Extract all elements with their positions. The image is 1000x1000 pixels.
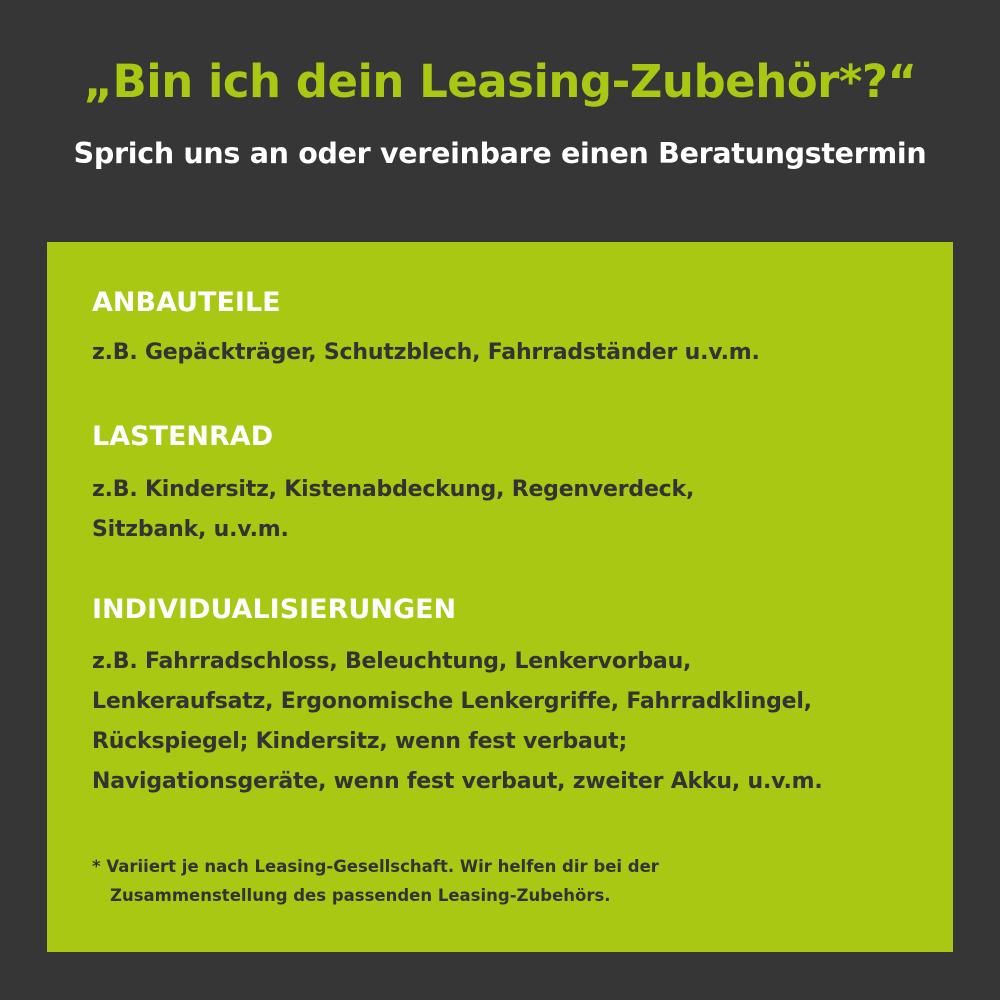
section-body-individualisierungen — [92, 642, 822, 802]
footnote-line-1: * Variiert je nach Leasing-Gesellschaft. Wir helfen dir bei der — [92, 857, 659, 876]
section-body-lastenrad — [92, 470, 694, 550]
section-line: Sitzbank, u.v.m. — [92, 517, 289, 542]
section-heading-individualisierungen: INDIVIDUALISIERUNGEN — [92, 594, 457, 625]
section-heading-lastenrad: LASTENRAD — [92, 421, 274, 452]
footnote — [92, 852, 659, 910]
section-line: z.B. Kindersitz, Kistenabdeckung, Regenverdeck, — [92, 477, 695, 502]
page-subtitle: Sprich uns an oder vereinbare einen Beratungstermin — [73, 137, 927, 170]
section-line: Lenkeraufsatz, Ergonomische Lenkergriffe, Fahrradklingel, — [92, 689, 812, 714]
accessories-panel — [47, 242, 953, 952]
page-title: „Bin ich dein Leasing-Zubehör*?“ — [83, 55, 917, 108]
section-heading-anbauteile: ANBAUTEILE — [92, 287, 281, 318]
section-body-anbauteile — [92, 333, 760, 373]
footnote-line-2: Zusammenstellung des passenden Leasing-Zubehörs. — [110, 886, 611, 905]
section-line: Rückspiegel; Kindersitz, wenn fest verbaut; — [92, 729, 628, 754]
section-line: Navigationsgeräte, wenn fest verbaut, zweiter Akku, u.v.m. — [92, 769, 823, 794]
section-line: z.B. Gepäckträger, Schutzblech, Fahrradständer u.v.m. — [92, 340, 760, 365]
section-line: z.B. Fahrradschloss, Beleuchtung, Lenkervorbau, — [92, 649, 692, 674]
